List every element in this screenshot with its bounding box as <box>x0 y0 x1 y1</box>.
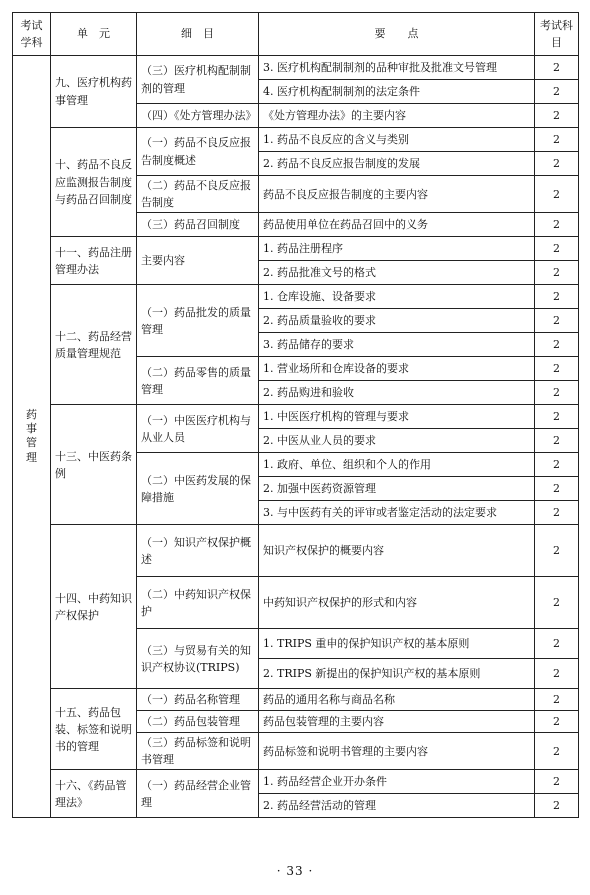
header-unit: 单 元 <box>51 13 137 56</box>
score-cell: 2 <box>535 629 579 659</box>
score-cell: 2 <box>535 80 579 104</box>
score-cell: 2 <box>535 453 579 477</box>
point-cell: 药品不良反应报告制度的主要内容 <box>259 176 535 213</box>
score-cell: 2 <box>535 128 579 152</box>
point-cell: 3. 医疗机构配制制剂的品种审批及批准文号管理 <box>259 56 535 80</box>
score-cell: 2 <box>535 711 579 733</box>
table-row <box>13 56 579 80</box>
point-cell: 1. 药品经营企业开办条件 <box>259 770 535 794</box>
score-cell: 2 <box>535 333 579 357</box>
detail-cell: （三）药品标签和说明书管理 <box>137 733 259 770</box>
score-cell: 2 <box>535 525 579 577</box>
score-cell: 2 <box>535 477 579 501</box>
score-cell: 2 <box>535 176 579 213</box>
table-row <box>13 770 579 794</box>
detail-cell: （四）《处方管理办法》 <box>137 104 259 128</box>
score-cell: 2 <box>535 261 579 285</box>
point-cell: 2. TRIPS 新提出的保护知识产权的基本原则 <box>259 659 535 689</box>
unit-cell: 十二、药品经营质量管理规范 <box>51 285 137 405</box>
table-row <box>13 405 579 429</box>
point-cell: 1. 中医医疗机构的管理与要求 <box>259 405 535 429</box>
point-cell: 1. 药品不良反应的含义与类别 <box>259 128 535 152</box>
score-cell: 2 <box>535 381 579 405</box>
point-cell: 1. 仓库设施、设备要求 <box>259 285 535 309</box>
score-cell: 2 <box>535 56 579 80</box>
score-cell: 2 <box>535 237 579 261</box>
unit-cell: 十三、中医药条例 <box>51 405 137 525</box>
table-row <box>13 237 579 261</box>
detail-cell: （二）药品包装管理 <box>137 711 259 733</box>
point-cell: 2. 加强中医药资源管理 <box>259 477 535 501</box>
detail-cell: （一）药品不良反应报告制度概述 <box>137 128 259 176</box>
header-row <box>13 13 579 56</box>
detail-cell: （一）中医医疗机构与从业人员 <box>137 405 259 453</box>
score-cell: 2 <box>535 309 579 333</box>
point-cell: 1. 政府、单位、组织和个人的作用 <box>259 453 535 477</box>
detail-cell: （三）与贸易有关的知识产权协议(TRIPS) <box>137 629 259 689</box>
detail-cell: （三）药品召回制度 <box>137 213 259 237</box>
point-cell: 1. 药品注册程序 <box>259 237 535 261</box>
point-cell: 2. 中医从业人员的要求 <box>259 429 535 453</box>
point-cell: 3. 药品储存的要求 <box>259 333 535 357</box>
point-cell: 知识产权保护的概要内容 <box>259 525 535 577</box>
score-cell: 2 <box>535 285 579 309</box>
unit-cell: 十、药品不良反应监测报告制度与药品召回制度 <box>51 128 137 237</box>
score-cell: 2 <box>535 152 579 176</box>
score-cell: 2 <box>535 429 579 453</box>
point-cell: 2. 药品质量验收的要求 <box>259 309 535 333</box>
detail-cell: （二）中药知识产权保护 <box>137 577 259 629</box>
score-cell: 2 <box>535 794 579 818</box>
unit-cell: 九、医疗机构药事管理 <box>51 56 137 128</box>
syllabus-table <box>12 12 579 818</box>
detail-cell: （二）药品零售的质量管理 <box>137 357 259 405</box>
detail-cell: （一）药品经营企业管理 <box>137 770 259 818</box>
point-cell: 药品使用单位在药品召回中的义务 <box>259 213 535 237</box>
score-cell: 2 <box>535 733 579 770</box>
score-cell: 2 <box>535 405 579 429</box>
score-cell: 2 <box>535 104 579 128</box>
point-cell: 药品的通用名称与商品名称 <box>259 689 535 711</box>
point-cell: 药品标签和说明书管理的主要内容 <box>259 733 535 770</box>
detail-cell: （一）药品批发的质量管理 <box>137 285 259 357</box>
detail-cell: （二）中医药发展的保障措施 <box>137 453 259 525</box>
detail-cell: （二）药品不良反应报告制度 <box>137 176 259 213</box>
subject-cell: 药事管理 <box>13 56 51 818</box>
detail-cell: 主要内容 <box>137 237 259 285</box>
table-row <box>13 525 579 577</box>
page-number: · 33 · <box>276 864 314 878</box>
point-cell: 1. TRIPS 重申的保护知识产权的基本原则 <box>259 629 535 659</box>
unit-cell: 十四、中药知识产权保护 <box>51 525 137 689</box>
detail-cell: （一）知识产权保护概述 <box>137 525 259 577</box>
point-cell: 1. 营业场所和仓库设备的要求 <box>259 357 535 381</box>
point-cell: 2. 药品经营活动的管理 <box>259 794 535 818</box>
score-cell: 2 <box>535 213 579 237</box>
table-row <box>13 285 579 309</box>
score-cell: 2 <box>535 577 579 629</box>
point-cell: 4. 医疗机构配制制剂的法定条件 <box>259 80 535 104</box>
score-cell: 2 <box>535 770 579 794</box>
score-cell: 2 <box>535 689 579 711</box>
detail-cell: （一）药品名称管理 <box>137 689 259 711</box>
header-point: 要 点 <box>259 13 535 56</box>
table-row <box>13 128 579 152</box>
detail-cell: （三）医疗机构配制制剂的管理 <box>137 56 259 104</box>
score-cell: 2 <box>535 659 579 689</box>
point-cell: 2. 药品不良反应报告制度的发展 <box>259 152 535 176</box>
point-cell: 2. 药品购进和验收 <box>259 381 535 405</box>
unit-cell: 十一、药品注册管理办法 <box>51 237 137 285</box>
header-subject: 考试学科 <box>13 13 51 56</box>
table-row <box>13 689 579 711</box>
score-cell: 2 <box>535 501 579 525</box>
point-cell: 《处方管理办法》的主要内容 <box>259 104 535 128</box>
header-detail: 细 目 <box>137 13 259 56</box>
point-cell: 2. 药品批准文号的格式 <box>259 261 535 285</box>
unit-cell: 十五、药品包装、标签和说明书的管理 <box>51 689 137 770</box>
score-cell: 2 <box>535 357 579 381</box>
point-cell: 中药知识产权保护的形式和内容 <box>259 577 535 629</box>
header-score: 考试科目 <box>535 13 579 56</box>
unit-cell: 十六、《药品管理法》 <box>51 770 137 818</box>
point-cell: 3. 与中医药有关的评审或者鉴定活动的法定要求 <box>259 501 535 525</box>
point-cell: 药品包装管理的主要内容 <box>259 711 535 733</box>
